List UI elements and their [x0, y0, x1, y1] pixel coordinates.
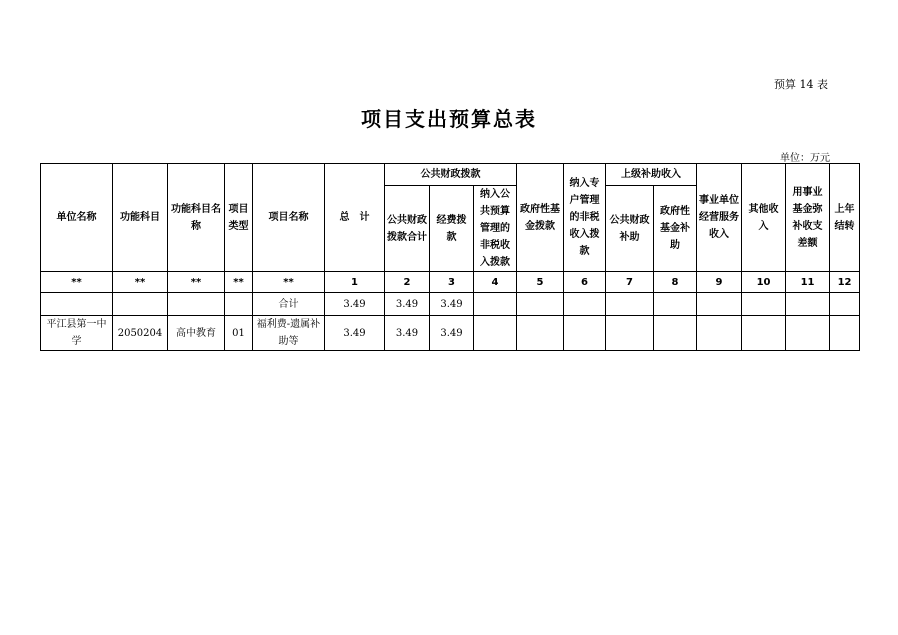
header-project-name: 项目名称 — [253, 164, 325, 272]
cell-type: 01 — [225, 316, 253, 351]
cell-expense: 3.49 — [430, 316, 474, 351]
col-number: 11 — [786, 272, 830, 293]
cell-empty — [830, 293, 860, 316]
header-superior-group: 上级补助收入 — [606, 164, 697, 186]
cell-project: 福利费-遗属补助等 — [253, 316, 325, 351]
col-number: 10 — [742, 272, 786, 293]
header-expense-alloc: 经费拨款 — [430, 186, 474, 272]
cell-empty — [517, 293, 564, 316]
col-number: 1 — [325, 272, 385, 293]
col-number: ** — [225, 272, 253, 293]
cell-empty — [564, 293, 606, 316]
cell-empty — [564, 316, 606, 351]
column-number-row — [41, 272, 860, 293]
cell-unit: 平江县第一中学 — [41, 316, 113, 351]
cell-empty — [517, 316, 564, 351]
header-business-income: 事业单位经营服务收入 — [697, 164, 742, 272]
header-carryover: 上年结转 — [830, 164, 860, 272]
cell-empty — [697, 316, 742, 351]
cell-empty — [606, 293, 654, 316]
cell-empty — [654, 316, 697, 351]
cell-total: 3.49 — [325, 293, 385, 316]
col-number: ** — [168, 272, 225, 293]
col-number: 9 — [697, 272, 742, 293]
header-public-finance-group: 公共财政拨款 — [385, 164, 517, 186]
table-number: 预算 14 表 — [774, 78, 828, 91]
col-number: 5 — [517, 272, 564, 293]
header-fund-diff: 用事业基金弥补收支差额 — [786, 164, 830, 272]
cell-project: 合计 — [253, 293, 325, 316]
col-number: 2 — [385, 272, 430, 293]
table-row — [41, 316, 860, 351]
page-title: 项目支出预算总表 — [361, 107, 537, 131]
cell-pf-total: 3.49 — [385, 293, 430, 316]
table-row-total — [41, 293, 860, 316]
budget-table — [40, 163, 860, 351]
cell-func-code — [113, 293, 168, 316]
header-total: 总 计 — [325, 164, 385, 272]
cell-empty — [474, 293, 517, 316]
header-project-type: 项目类型 — [225, 164, 253, 272]
cell-total: 3.49 — [325, 316, 385, 351]
cell-expense: 3.49 — [430, 293, 474, 316]
cell-empty — [830, 316, 860, 351]
header-other-income: 其他收入 — [742, 164, 786, 272]
cell-func-code: 2050204 — [113, 316, 168, 351]
header-budget-nontax: 纳入公共预算管理的非税收入拨款 — [474, 186, 517, 272]
cell-empty — [697, 293, 742, 316]
header-gov-fund: 政府性基金拨款 — [517, 164, 564, 272]
col-number: 3 — [430, 272, 474, 293]
col-number: ** — [41, 272, 113, 293]
col-number: 7 — [606, 272, 654, 293]
header-special-nontax: 纳入专户管理的非税收入拨款 — [564, 164, 606, 272]
cell-empty — [742, 316, 786, 351]
cell-empty — [606, 316, 654, 351]
col-number: 8 — [654, 272, 697, 293]
cell-func-name: 高中教育 — [168, 316, 225, 351]
col-number: ** — [253, 272, 325, 293]
cell-unit — [41, 293, 113, 316]
unit-label: 单位：万元 — [780, 153, 830, 164]
col-number: 4 — [474, 272, 517, 293]
cell-empty — [786, 316, 830, 351]
col-number: 6 — [564, 272, 606, 293]
cell-empty — [786, 293, 830, 316]
cell-func-name — [168, 293, 225, 316]
cell-empty — [742, 293, 786, 316]
header-public-finance-total: 公共财政拨款合计 — [385, 186, 430, 272]
col-number: 12 — [830, 272, 860, 293]
header-unit-name: 单位名称 — [41, 164, 113, 272]
header-gov-fund-subsidy: 政府性基金补助 — [654, 186, 697, 272]
header-public-subsidy: 公共财政补助 — [606, 186, 654, 272]
cell-empty — [654, 293, 697, 316]
header-func-subject: 功能科目 — [113, 164, 168, 272]
col-number: ** — [113, 272, 168, 293]
cell-pf-total: 3.49 — [385, 316, 430, 351]
header-func-subject-name: 功能科目名称 — [168, 164, 225, 272]
cell-empty — [474, 316, 517, 351]
cell-type — [225, 293, 253, 316]
